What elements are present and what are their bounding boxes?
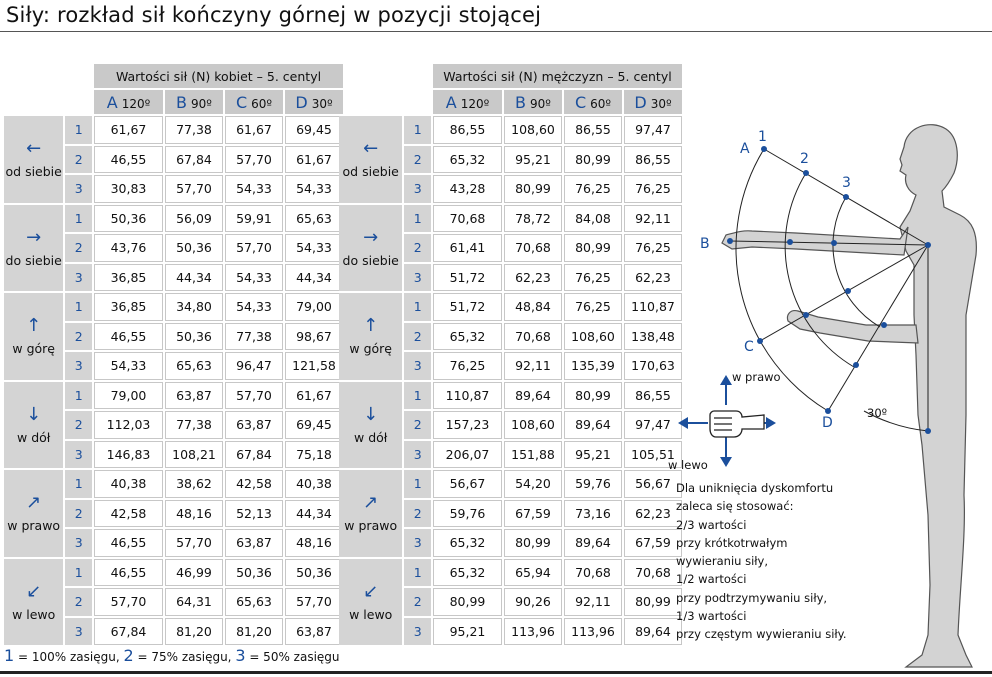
force-value: 69,45 bbox=[285, 411, 343, 439]
force-value: 108,60 bbox=[504, 411, 562, 439]
force-value: 70,68 bbox=[433, 205, 502, 233]
reach-number: 2 bbox=[404, 500, 431, 528]
force-value: 56,09 bbox=[165, 205, 223, 233]
direction-arrow-icon: → bbox=[26, 226, 42, 248]
direction-arrow-icon: ↓ bbox=[26, 403, 42, 425]
force-value: 40,38 bbox=[285, 470, 343, 498]
force-value: 56,67 bbox=[624, 470, 682, 498]
note-line: 1/3 wartości bbox=[676, 609, 747, 624]
column-header bbox=[564, 90, 622, 114]
force-value: 80,99 bbox=[504, 529, 562, 557]
reach-number: 1 bbox=[404, 559, 431, 587]
force-value: 80,99 bbox=[624, 588, 682, 616]
column-angle: 90º bbox=[530, 96, 551, 111]
direction-group bbox=[339, 205, 402, 292]
force-value: 92,11 bbox=[504, 352, 562, 380]
force-value: 57,70 bbox=[94, 588, 163, 616]
note-line: wywieraniu siły, bbox=[676, 554, 769, 569]
reach-3-label: 3 bbox=[842, 175, 851, 191]
force-value: 30,83 bbox=[94, 175, 163, 203]
force-value: 151,88 bbox=[504, 441, 562, 469]
force-value: 86,55 bbox=[624, 146, 682, 174]
force-value: 61,41 bbox=[433, 234, 502, 262]
note-line: przy krótkotrwałym bbox=[676, 535, 788, 550]
force-value: 65,94 bbox=[504, 559, 562, 587]
force-value: 77,38 bbox=[165, 411, 223, 439]
force-value: 80,99 bbox=[433, 588, 502, 616]
column-angle: 120º bbox=[460, 96, 490, 111]
direction-group bbox=[4, 293, 63, 380]
table-row bbox=[339, 205, 682, 233]
force-value: 50,36 bbox=[94, 205, 163, 233]
force-value: 62,23 bbox=[504, 264, 562, 292]
force-value: 65,63 bbox=[285, 205, 343, 233]
direction-label: w górę bbox=[349, 341, 392, 357]
reach-number: 3 bbox=[404, 529, 431, 557]
reach-number: 1 bbox=[404, 382, 431, 410]
force-value: 67,59 bbox=[624, 529, 682, 557]
hand-icon bbox=[710, 411, 764, 437]
force-value: 86,55 bbox=[624, 382, 682, 410]
force-value: 108,60 bbox=[504, 116, 562, 144]
force-value: 65,63 bbox=[165, 352, 223, 380]
reach-2-label: 2 bbox=[800, 151, 809, 167]
force-value: 89,64 bbox=[624, 618, 682, 646]
reach-number: 3 bbox=[404, 264, 431, 292]
force-value: 81,20 bbox=[165, 618, 223, 646]
force-value: 67,59 bbox=[504, 500, 562, 528]
reach-number: 2 bbox=[404, 146, 431, 174]
force-value: 80,99 bbox=[564, 146, 622, 174]
column-letter: B bbox=[176, 92, 188, 112]
direction-group bbox=[4, 559, 63, 646]
force-value: 44,34 bbox=[165, 264, 223, 292]
point-d-label: D bbox=[822, 415, 833, 431]
reach-number: 3 bbox=[404, 352, 431, 380]
force-value: 56,67 bbox=[433, 470, 502, 498]
column-header bbox=[624, 90, 682, 114]
force-value: 59,76 bbox=[564, 470, 622, 498]
column-header bbox=[94, 90, 163, 114]
force-value: 79,00 bbox=[285, 293, 343, 321]
reach-number: 1 bbox=[404, 293, 431, 321]
reach-1-label: 1 bbox=[758, 129, 767, 145]
force-value: 59,76 bbox=[433, 500, 502, 528]
force-value: 206,07 bbox=[433, 441, 502, 469]
table-row bbox=[4, 116, 343, 144]
force-value: 84,08 bbox=[564, 205, 622, 233]
direction-label: do siebie bbox=[5, 252, 62, 268]
reach-number: 1 bbox=[65, 559, 92, 587]
force-value: 61,67 bbox=[285, 382, 343, 410]
force-value: 59,91 bbox=[225, 205, 283, 233]
table-row bbox=[4, 470, 343, 498]
force-value: 89,64 bbox=[504, 382, 562, 410]
point-b-label: B bbox=[700, 236, 710, 252]
table-row bbox=[339, 470, 682, 498]
table-header: Wartości sił (N) mężczyzn – 5. centyl bbox=[433, 64, 682, 88]
force-value: 54,33 bbox=[225, 293, 283, 321]
reach-number: 1 bbox=[404, 470, 431, 498]
column-header bbox=[285, 90, 343, 114]
reach-number: 3 bbox=[65, 175, 92, 203]
force-value: 50,36 bbox=[165, 234, 223, 262]
force-value: 89,64 bbox=[564, 529, 622, 557]
note-line: Dla uniknięcia dyskomfortu bbox=[676, 481, 834, 495]
table-row bbox=[339, 293, 682, 321]
reach-number: 1 bbox=[65, 470, 92, 498]
column-letter: D bbox=[295, 92, 308, 112]
force-value: 73,16 bbox=[564, 500, 622, 528]
force-value: 92,11 bbox=[624, 205, 682, 233]
force-value: 170,63 bbox=[624, 352, 682, 380]
reach-number: 1 bbox=[404, 205, 431, 233]
note-line: 1/2 wartości bbox=[676, 572, 747, 587]
force-value: 76,25 bbox=[564, 175, 622, 203]
direction-group bbox=[4, 116, 63, 203]
force-value: 52,13 bbox=[225, 500, 283, 528]
reach-number: 3 bbox=[65, 618, 92, 646]
note-line: przy częstym wywieraniu siły. bbox=[676, 627, 847, 642]
table-row bbox=[4, 559, 343, 587]
direction-arrow-icon: ← bbox=[26, 138, 42, 160]
direction-label: w górę bbox=[12, 341, 55, 357]
force-value: 43,28 bbox=[433, 175, 502, 203]
direction-arrow-icon: ↗ bbox=[26, 492, 42, 514]
force-value: 90,26 bbox=[504, 588, 562, 616]
force-value: 75,18 bbox=[285, 441, 343, 469]
force-value: 95,21 bbox=[433, 618, 502, 646]
column-angle: 120º bbox=[121, 96, 151, 111]
force-value: 105,51 bbox=[624, 441, 682, 469]
direction-arrow-icon: ↙ bbox=[363, 580, 379, 602]
reach-number: 2 bbox=[404, 411, 431, 439]
force-value: 157,23 bbox=[433, 411, 502, 439]
note-line: przy podtrzymywaniu siły, bbox=[676, 590, 828, 605]
table-corner-blank bbox=[339, 64, 431, 114]
force-value: 63,87 bbox=[285, 618, 343, 646]
discomfort-note bbox=[676, 479, 847, 644]
column-letter: A bbox=[445, 92, 457, 112]
direction-arrow-icon: ↓ bbox=[363, 403, 379, 425]
force-value: 42,58 bbox=[225, 470, 283, 498]
page-title: Siły: rozkład sił kończyny górnej w pozycji stojącej bbox=[6, 3, 542, 27]
force-value: 54,33 bbox=[225, 264, 283, 292]
force-value: 46,99 bbox=[165, 559, 223, 587]
force-value: 40,38 bbox=[94, 470, 163, 498]
column-header bbox=[225, 90, 283, 114]
force-value: 61,67 bbox=[94, 116, 163, 144]
force-value: 44,34 bbox=[285, 500, 343, 528]
column-header bbox=[504, 90, 562, 114]
force-value: 48,84 bbox=[504, 293, 562, 321]
direction-group bbox=[4, 470, 63, 557]
reach-number: 1 bbox=[65, 382, 92, 410]
force-value: 54,33 bbox=[225, 175, 283, 203]
force-value: 113,96 bbox=[504, 618, 562, 646]
reach-number: 2 bbox=[65, 323, 92, 351]
reach-number: 2 bbox=[404, 588, 431, 616]
force-value: 89,64 bbox=[564, 411, 622, 439]
force-value: 38,62 bbox=[165, 470, 223, 498]
force-value: 95,21 bbox=[564, 441, 622, 469]
reach-number: 2 bbox=[65, 234, 92, 262]
force-value: 54,33 bbox=[285, 175, 343, 203]
force-value: 65,32 bbox=[433, 559, 502, 587]
force-value: 76,25 bbox=[564, 293, 622, 321]
force-value: 96,47 bbox=[225, 352, 283, 380]
force-value: 76,25 bbox=[433, 352, 502, 380]
point-a-label: A bbox=[740, 141, 750, 157]
table-row bbox=[4, 293, 343, 321]
legend-number-2: 2 bbox=[123, 646, 134, 665]
force-value: 70,68 bbox=[504, 323, 562, 351]
force-value: 57,70 bbox=[165, 175, 223, 203]
column-letter: A bbox=[106, 92, 118, 112]
table-corner-blank bbox=[4, 64, 92, 114]
table-header: Wartości sił (N) kobiet – 5. centyl bbox=[94, 64, 343, 88]
note-line: 2/3 wartości bbox=[676, 517, 747, 532]
direction-arrow-icon: ↑ bbox=[26, 315, 42, 337]
force-value: 78,72 bbox=[504, 205, 562, 233]
legend-text-2: = 75% zasięgu, bbox=[133, 650, 236, 664]
force-value: 63,87 bbox=[225, 529, 283, 557]
force-value: 86,55 bbox=[564, 116, 622, 144]
reach-number: 3 bbox=[404, 618, 431, 646]
direction-label: w dół bbox=[354, 429, 388, 445]
force-value: 76,25 bbox=[624, 175, 682, 203]
direction-label: w lewo bbox=[12, 606, 56, 622]
force-value: 77,38 bbox=[225, 323, 283, 351]
force-value: 57,70 bbox=[165, 529, 223, 557]
force-value: 97,47 bbox=[624, 116, 682, 144]
force-value: 80,99 bbox=[564, 234, 622, 262]
direction-group bbox=[4, 382, 63, 469]
force-value: 81,20 bbox=[225, 618, 283, 646]
column-angle: 30º bbox=[650, 96, 672, 111]
point-c-label: C bbox=[744, 339, 754, 355]
direction-right-label: w prawo bbox=[732, 370, 781, 384]
force-value: 138,48 bbox=[624, 323, 682, 351]
force-value: 61,67 bbox=[225, 116, 283, 144]
reach-number: 2 bbox=[65, 411, 92, 439]
force-value: 65,32 bbox=[433, 529, 502, 557]
direction-label: od siebie bbox=[342, 164, 399, 180]
force-value: 65,32 bbox=[433, 146, 502, 174]
force-value: 108,21 bbox=[165, 441, 223, 469]
force-value: 110,87 bbox=[624, 293, 682, 321]
force-value: 57,70 bbox=[225, 146, 283, 174]
force-value: 50,36 bbox=[225, 559, 283, 587]
force-value: 44,34 bbox=[285, 264, 343, 292]
force-value: 46,55 bbox=[94, 529, 163, 557]
direction-group bbox=[4, 205, 63, 292]
column-angle: 60º bbox=[590, 96, 612, 111]
force-value: 76,25 bbox=[564, 264, 622, 292]
force-value: 86,55 bbox=[433, 116, 502, 144]
force-value: 62,23 bbox=[624, 264, 682, 292]
force-value: 65,32 bbox=[433, 323, 502, 351]
direction-label: w lewo bbox=[349, 606, 393, 622]
direction-arrow-icon: ↙ bbox=[26, 580, 42, 602]
column-header bbox=[433, 90, 502, 114]
direction-group bbox=[339, 293, 402, 380]
force-value: 42,58 bbox=[94, 500, 163, 528]
force-value: 80,99 bbox=[504, 175, 562, 203]
force-value: 57,70 bbox=[225, 382, 283, 410]
force-value: 92,11 bbox=[564, 588, 622, 616]
direction-group bbox=[339, 470, 402, 557]
force-value: 135,39 bbox=[564, 352, 622, 380]
reach-number: 3 bbox=[65, 529, 92, 557]
force-value: 43,76 bbox=[94, 234, 163, 262]
force-value: 54,33 bbox=[94, 352, 163, 380]
direction-label: w dół bbox=[17, 429, 51, 445]
force-value: 67,84 bbox=[225, 441, 283, 469]
direction-arrow-icon: → bbox=[363, 226, 379, 248]
table-row bbox=[339, 382, 682, 410]
angle-geometry bbox=[730, 149, 928, 431]
column-header bbox=[165, 90, 223, 114]
reach-number: 1 bbox=[65, 293, 92, 321]
force-value: 77,38 bbox=[165, 116, 223, 144]
direction-left-label: w lewo bbox=[668, 458, 708, 472]
force-value: 34,80 bbox=[165, 293, 223, 321]
direction-label: w prawo bbox=[7, 518, 61, 534]
legend-number-3: 3 bbox=[235, 646, 246, 665]
women-force-table bbox=[2, 62, 345, 647]
force-value: 67,84 bbox=[165, 146, 223, 174]
force-value: 70,68 bbox=[504, 234, 562, 262]
direction-arrow-icon: ← bbox=[363, 138, 379, 160]
force-value: 110,87 bbox=[433, 382, 502, 410]
men-force-table bbox=[337, 62, 684, 647]
force-value: 95,21 bbox=[504, 146, 562, 174]
table-row bbox=[4, 382, 343, 410]
force-value: 48,16 bbox=[285, 529, 343, 557]
direction-group bbox=[339, 382, 402, 469]
column-letter: B bbox=[515, 92, 527, 112]
table-row bbox=[339, 559, 682, 587]
force-value: 57,70 bbox=[285, 588, 343, 616]
force-value: 146,83 bbox=[94, 441, 163, 469]
force-value: 70,68 bbox=[564, 559, 622, 587]
reach-number: 2 bbox=[404, 323, 431, 351]
force-value: 64,31 bbox=[165, 588, 223, 616]
legend-text-3: = 50% zasięgu bbox=[245, 650, 340, 664]
force-value: 62,23 bbox=[624, 500, 682, 528]
reach-number: 3 bbox=[65, 264, 92, 292]
column-letter: C bbox=[574, 92, 587, 112]
force-value: 76,25 bbox=[624, 234, 682, 262]
force-value: 46,55 bbox=[94, 323, 163, 351]
title-rule bbox=[0, 31, 992, 32]
table-row bbox=[339, 116, 682, 144]
force-value: 46,55 bbox=[94, 559, 163, 587]
force-value: 54,33 bbox=[285, 234, 343, 262]
force-value: 113,96 bbox=[564, 618, 622, 646]
force-value: 98,67 bbox=[285, 323, 343, 351]
force-value: 69,45 bbox=[285, 116, 343, 144]
force-value: 80,99 bbox=[564, 382, 622, 410]
force-value: 70,68 bbox=[624, 559, 682, 587]
column-letter: D bbox=[634, 92, 647, 112]
force-value: 51,72 bbox=[433, 264, 502, 292]
reach-number: 2 bbox=[65, 500, 92, 528]
force-value: 54,20 bbox=[504, 470, 562, 498]
column-letter: C bbox=[235, 92, 248, 112]
reach-number: 1 bbox=[404, 116, 431, 144]
force-value: 36,85 bbox=[94, 264, 163, 292]
force-value: 121,58 bbox=[285, 352, 343, 380]
direction-group bbox=[339, 559, 402, 646]
direction-label: od siebie bbox=[5, 164, 62, 180]
table-row bbox=[4, 205, 343, 233]
note-line: zaleca się stosować: bbox=[676, 499, 794, 514]
reach-number: 1 bbox=[65, 205, 92, 233]
reach-number: 3 bbox=[404, 175, 431, 203]
reach-number: 2 bbox=[404, 234, 431, 262]
direction-arrow-icon: ↗ bbox=[363, 492, 379, 514]
force-value: 112,03 bbox=[94, 411, 163, 439]
direction-group bbox=[339, 116, 402, 203]
reach-legend bbox=[4, 646, 340, 665]
angle-label: 30º bbox=[867, 406, 888, 420]
force-value: 61,67 bbox=[285, 146, 343, 174]
force-value: 63,87 bbox=[165, 382, 223, 410]
force-value: 67,84 bbox=[94, 618, 163, 646]
force-value: 46,55 bbox=[94, 146, 163, 174]
force-value: 108,60 bbox=[564, 323, 622, 351]
force-value: 97,47 bbox=[624, 411, 682, 439]
force-value: 36,85 bbox=[94, 293, 163, 321]
direction-label: w prawo bbox=[344, 518, 398, 534]
force-value: 65,63 bbox=[225, 588, 283, 616]
column-angle: 90º bbox=[191, 96, 212, 111]
reach-number: 1 bbox=[65, 116, 92, 144]
column-angle: 60º bbox=[251, 96, 273, 111]
force-value: 79,00 bbox=[94, 382, 163, 410]
reach-number: 3 bbox=[404, 441, 431, 469]
legend-number-1: 1 bbox=[4, 646, 15, 665]
reach-number: 3 bbox=[65, 352, 92, 380]
reach-number: 2 bbox=[65, 146, 92, 174]
force-value: 51,72 bbox=[433, 293, 502, 321]
bottom-rule bbox=[0, 671, 992, 674]
direction-label: do siebie bbox=[342, 252, 399, 268]
force-value: 57,70 bbox=[225, 234, 283, 262]
direction-arrow-icon: ↑ bbox=[363, 315, 379, 337]
force-value: 50,36 bbox=[285, 559, 343, 587]
force-value: 48,16 bbox=[165, 500, 223, 528]
reach-number: 3 bbox=[65, 441, 92, 469]
column-angle: 30º bbox=[311, 96, 333, 111]
reach-number: 2 bbox=[65, 588, 92, 616]
force-value: 63,87 bbox=[225, 411, 283, 439]
legend-text-1: = 100% zasięgu, bbox=[14, 650, 124, 664]
force-value: 50,36 bbox=[165, 323, 223, 351]
